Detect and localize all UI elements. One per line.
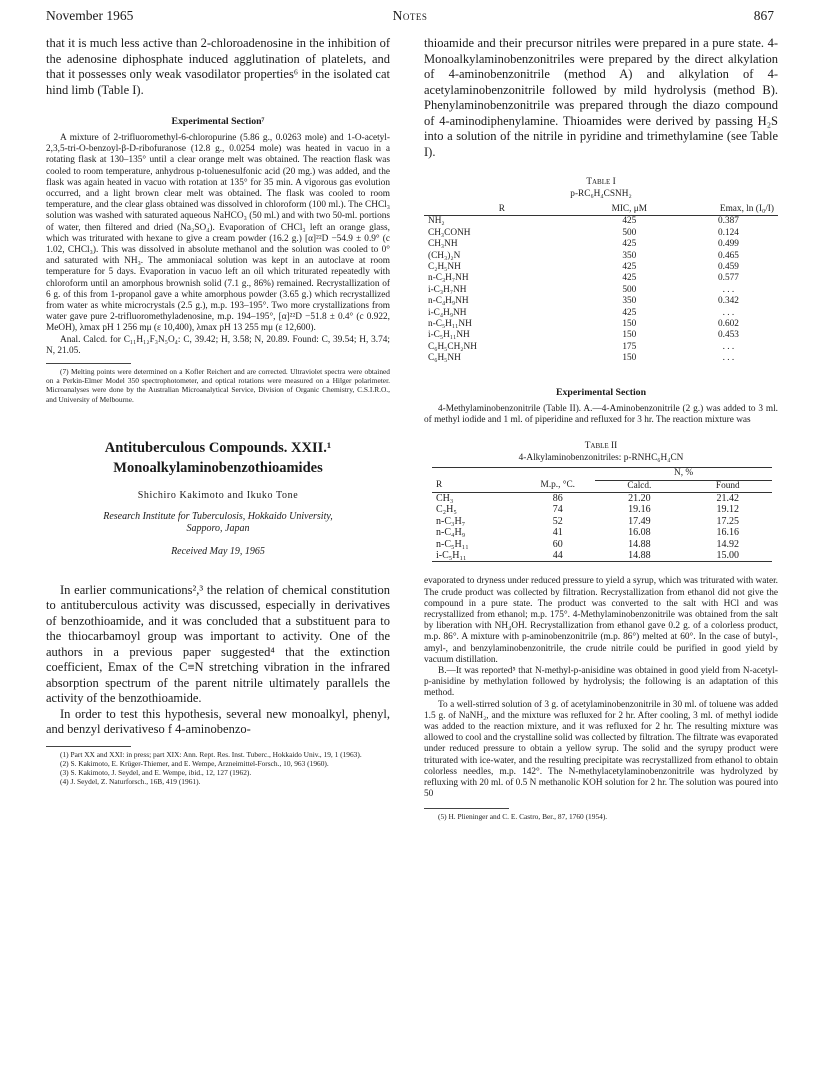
right-intro: thioamide and their precursor nitriles were prepared in a pure state. 4-Monoalkylaminobenzonitriles were prepared by the direct alkylation of 4-aminobenzonitrile (method A) and alkylation of 4-acetylaminobenzonitrile followed by mild hydrolysis (method B). Phenylaminobenzonitrile was prepared through the diazo compound of 4-aminodiphenylamine. Thioamides were derived by passing H₂S into a solution of the nitrile in pyridine and trimethylamine (see Table I).: [424, 36, 778, 159]
table-row: [424, 330, 778, 341]
table2-found: 17.25: [716, 515, 740, 527]
table1-body: [424, 216, 778, 365]
table2-header-found: Found: [684, 480, 772, 492]
table1-mic: 150: [622, 330, 637, 341]
table-row: [432, 550, 772, 562]
experimental-paragraph-2: evaporated to dryness under reduced pressure to yield a syrup, which was triturated with water. The crude product was collected by filtration. Recrystallization from ethanol did not give the compound in a pure state. The product was converted to the salt with HCl and was recrystallized from ethanol; m.p. 175°. 4-Methylaminobenzonitrile was obtained from the salt by liberation with NH₄OH. Recrystallization from ethanol gave 0.2 g. of a colorless product, m.p. 86°. A mixture with p-aminobenzonitrile (m.p. 86°) melted at 60°. In the case of butyl-, amyl-, and benzylaminobenzonitrile, the crude nitrile could be purified in good yield by vacuum distillation.: [424, 576, 778, 665]
affiliation-line1: Research Institute for Tuberculosis, Hokkaido University,: [103, 510, 333, 522]
table1-mic: 500: [622, 227, 637, 238]
table-row: [424, 308, 778, 319]
table1-mic: 350: [622, 296, 637, 307]
intro-paragraph: that it is much less active than 2-chloroadenosine in the inhibition of the adenosine diphosphate induced agglutination of platelets, and that it possesses only weak vasodilator properties⁶ in the isolated cat hind limb (Table I).: [46, 36, 390, 97]
table2-calcd: 17.49: [628, 515, 651, 527]
header-section: Notes: [392, 8, 428, 23]
left-column: [46, 36, 390, 787]
table1-r: C₆H₅CH₂NH: [428, 341, 477, 352]
table2-calcd: 16.08: [628, 527, 651, 539]
table1-r: (CH₃)₂N: [428, 250, 461, 261]
table1-header-r: R: [424, 204, 580, 216]
table1-mic: 500: [622, 284, 637, 295]
table-row: [424, 228, 778, 239]
table2-mp: 74: [552, 504, 563, 516]
table1-emax: 0.387: [717, 216, 739, 227]
table-row: [424, 285, 778, 296]
article-title-line1: Antituberculous Compounds. XXII.¹: [104, 439, 332, 456]
table1-r: CH₃CONH: [428, 227, 471, 238]
table1-emax: 0.459: [717, 262, 739, 273]
table1-mic: 175: [622, 341, 637, 352]
table-2: [432, 467, 772, 562]
table1-mic: 150: [622, 319, 637, 330]
table1-emax: . . .: [722, 284, 735, 295]
experimental-heading-left: Experimental Section⁷: [171, 116, 265, 127]
table-1: [424, 204, 778, 365]
table1-mic: 350: [622, 250, 637, 261]
table1-emax: 0.465: [717, 250, 739, 261]
table1-emax: 0.124: [717, 227, 739, 238]
table1-formula: p-RC₆H₄CSNH₂: [570, 189, 632, 199]
table2-found: 16.16: [716, 527, 740, 539]
table1-r: n-C₃H₇NH: [428, 273, 469, 284]
table-row: [432, 492, 772, 504]
table2-r: CH₃: [436, 492, 454, 504]
experimental-heading-right: Experimental Section: [555, 386, 647, 398]
table2-r: n-C₃H₇: [436, 515, 466, 527]
table-row: [424, 262, 778, 273]
table1-r: CH₃NH: [428, 239, 458, 250]
table2-calcd: 14.88: [595, 550, 683, 562]
table1-emax: . . .: [722, 341, 735, 352]
table2-mp: 60: [552, 538, 563, 550]
footnote-3: (3) S. Kakimoto, J. Seydel, and E. Wempe, ibid., 12, 127 (1962).: [60, 768, 252, 778]
table2-calcd: 14.88: [628, 538, 651, 550]
table1-mic: 425: [622, 262, 637, 273]
table2-header-mp: M.p., °C.: [520, 480, 595, 492]
right-column: [424, 36, 778, 822]
table2-r: n-C₄H₉: [436, 527, 466, 539]
experimental-paragraph-3: B.—It was reported⁵ that N-methyl-p-anisidine was obtained in good yield from N-acetyl-p-anisidine by methylation followed by hydrolysis; the following is an adaptation of this method.: [424, 665, 778, 699]
experimental-text: A mixture of 2-trifluoromethyl-6-chloropurine (5.86 g., 0.0263 mole) and 1-O-acetyl-2,3,5-tri-O-benzoyl-β-D-ribofuranose (12.8 g., 0.0254 mole) was heated in vacuo in a rotating flask at 130–135° until a clear orange melt was obtained. The reaction flask was cooled to room temperature, anhydrous p-toluenesulfonic acid (20 mg.) was added, and the flask was again heated in vacuo with rotation at 135° for 35 min. A vigorous gas evolution occurred, and a light brown clear melt was obtained. The flask was cooled to room temperature, and the clear glass obtained was dissolved in chloroform (100 ml.). The CHCl₃ solution was washed with saturated aqueous NaHCO₃ (50 ml.) and with two 50-ml. portions of water, then filtered and dried (Na₂SO₄). Evaporation of CHCl₃ left an orange glass, which was triturated with hexane to give a cream powder (16.2 g.) [α]²²D −54.9 ± 0.9° (c 1.02, CHCl₃). This was dissolved in absolute methanol and the solution was cooled to 0° and saturated with NH₃. The ammoniacal solution was kept in an autoclave at room temperature for 5 days. Evaporation in vacuo left an oil which triturated repeatedly with chloroform until an amorphous brownish solid (7.1 g., 86%) remained. Recrystallization of 6 g. of this from 1-propanol gave a white amorphous powder (3.65 g.) which recrystallized from water as white microcrystals (2.5 g.), m.p. 193–195°. Two more crystallizations from water gave pure 2-trifluoromethyladenosine, m.p. 194–195°, [α]²²D −51.8 ± 0.4° (c 0.922, MeOH), λmax pH 1 256 mμ (ε 10,400), λmax pH 13 255 mμ (ε 12,600).: [46, 133, 390, 334]
table1-emax: . . .: [722, 307, 735, 318]
table1-emax: 0.602: [717, 319, 739, 330]
footnote-5: (5) H. Plieninger and C. E. Castro, Ber., 87, 1760 (1954).: [438, 812, 608, 822]
article-title-line2: Monoalkylaminobenzothioamides: [113, 459, 323, 476]
table-row: [424, 216, 778, 228]
table1-mic: 425: [622, 239, 637, 250]
table-row: [424, 239, 778, 250]
table2-found: 14.92: [716, 538, 740, 550]
table1-emax: . . .: [722, 353, 735, 364]
table1-r: n-C₄H₉NH: [428, 296, 469, 307]
table1-r: C₂H₅NH: [428, 262, 461, 273]
table-row: [424, 342, 778, 353]
body-paragraph-2: In order to test this hypothesis, several new monoalkyl, phenyl, and benzyl derivativeso f 4-aminobenzo-: [46, 706, 390, 737]
table2-found: 21.42: [716, 492, 740, 504]
table2-span-header: N, %: [595, 468, 772, 480]
table-row: [424, 296, 778, 307]
received-date: Received May 19, 1965: [171, 545, 265, 557]
table1-mic: 150: [622, 353, 637, 364]
analysis-text: Anal. Calcd. for C₁₁H₁₂F₃N₅O₄: C, 39.42; H, 3.58; N, 20.89. Found: C, 39.54; H, 3.74; N, 21.05.: [46, 334, 390, 356]
experimental-paragraph-4: To a well-stirred solution of 3 g. of acetylaminobenzonitrile in 30 ml. of toluene was added 1.5 g. of NaNH₂, and the mixture was refluxed for 2 hr. After cooling, 3 ml. of methyl iodide was added to the reaction mixture, and it was refluxed for 2 hr. The resulting mixture was allowed to cool and the crystalline solid was collected by filtration. The filtrate was evaporated under reduced pressure to obtain a yellow syrup. The solid and the syrupy product were triturated with ice-water, and the resulting precipitate was recrystallized from ethanol to obtain colorless needles, m.p. 142°. The N-methylacetylaminobenzonitrile was hydrolyzed by refluxing with 20 ml. of 0.5 N methanolic KOH solution for 2 hr. The solution was poured into 50: [424, 699, 778, 800]
affiliation-line2: Sapporo, Japan: [186, 523, 250, 535]
table-row: [424, 251, 778, 262]
table2-mp: 86: [552, 492, 563, 504]
table1-header-emax: Emax, ln (I₀/I): [679, 204, 778, 216]
table1-emax: 0.342: [717, 296, 739, 307]
table1-r: n-C₅H₁₁NH: [428, 319, 472, 330]
table1-mic: 425: [622, 273, 637, 284]
table-row: [424, 353, 778, 364]
table2-caption: Table II: [584, 441, 618, 452]
table2-found: 15.00: [684, 550, 772, 562]
header-page-number: 867: [753, 8, 774, 23]
footnote-1: (1) Part XX and XXI: in press; part XIX: Ann. Rept. Res. Inst. Tuberc., Hokkaido Univ., 19, 1 (1963).: [60, 749, 362, 759]
table2-r: n-C₅H₁₁: [436, 538, 469, 550]
table1-r: NH₂: [428, 216, 445, 227]
table1-emax: 0.499: [717, 239, 739, 250]
table2-mp: 41: [552, 527, 563, 539]
table-row: [424, 319, 778, 330]
table-row: [432, 516, 772, 527]
table1-r: i-C₄H₉NH: [428, 307, 467, 318]
header-date: November 1965: [46, 8, 134, 23]
running-header: [46, 8, 774, 30]
table1-mic: 425: [622, 216, 637, 227]
table2-header-r: R: [432, 480, 520, 492]
table1-r: i-C₅H₁₁NH: [428, 330, 470, 341]
table2-r: i-C₅H₁₁: [432, 550, 520, 562]
table-row: [432, 527, 772, 538]
table2-calcd: 19.16: [628, 504, 651, 516]
table1-r: C₆H₅NH: [428, 353, 461, 364]
table1-emax: 0.577: [717, 273, 739, 284]
footnote-7: (7) Melting points were determined on a Kofler Reichert and are corrected. Ultraviolet spectra were obtained on a Perkin-Elmer Model 350 spectrophotometer, and optical rotations were measured on a Hilger polarimeter. Microanalyses were done by the Australian Microanalytical Service, Division of Organic Chemistry, C.S.I.R.O., and University of Melbourne.: [46, 367, 390, 404]
body-paragraph-1: In earlier communications²,³ the relation of chemical constitution to antituberculous activity was discussed, especially in derivatives of benzothioamide, and it was concluded that a substituent para to the thiocarbamoyl group was important to activity. One of the authors in a previous paper suggested⁴ that the extinction coefficient, Emax of the C≡N stretching vibration in the infrared absorption spectrum of the parent nitrile ultimately parallels the activity of the benzothioamide.: [46, 582, 390, 706]
table2-mp: 52: [552, 515, 563, 527]
table2-mp: 44: [520, 550, 595, 562]
table2-title: 4-Alkylaminobenzonitriles: p-RNHC₆H₄CN: [518, 453, 684, 464]
table2-found: 19.12: [716, 504, 740, 516]
table1-emax: 0.453: [717, 330, 739, 341]
footnote-4: (4) J. Seydel, Z. Naturforsch., 16B, 419 (1961).: [60, 777, 201, 787]
table-row: [432, 539, 772, 550]
table2-calcd: 21.20: [628, 492, 651, 504]
authors: Shichiro Kakimoto and Ikuko Tone: [137, 489, 299, 501]
table-row: [424, 273, 778, 284]
table1-mic: 425: [622, 307, 637, 318]
footnote-2: (2) S. Kakimoto, E. Krüger-Thiemer, and E. Wempe, Arzneimittel-Forsch., 10, 963 (1960).: [60, 759, 329, 769]
table1-header-mic: MIC, μM: [580, 204, 679, 216]
experimental-paragraph-1: 4-Methylaminobenzonitrile (Table II). A.—4-Aminobenzonitrile (2 g.) was added to 3 ml. of methyl iodide and 1 ml. of piperidine and refluxed for 3 hr. The reaction mixture was: [424, 403, 778, 425]
table2-r: C₂H₅: [436, 504, 457, 516]
table1-caption: Table I: [586, 177, 616, 187]
table1-r: i-C₃H₇NH: [428, 284, 467, 295]
table-row: [432, 504, 772, 515]
table2-header-calcd: Calcd.: [595, 480, 683, 492]
